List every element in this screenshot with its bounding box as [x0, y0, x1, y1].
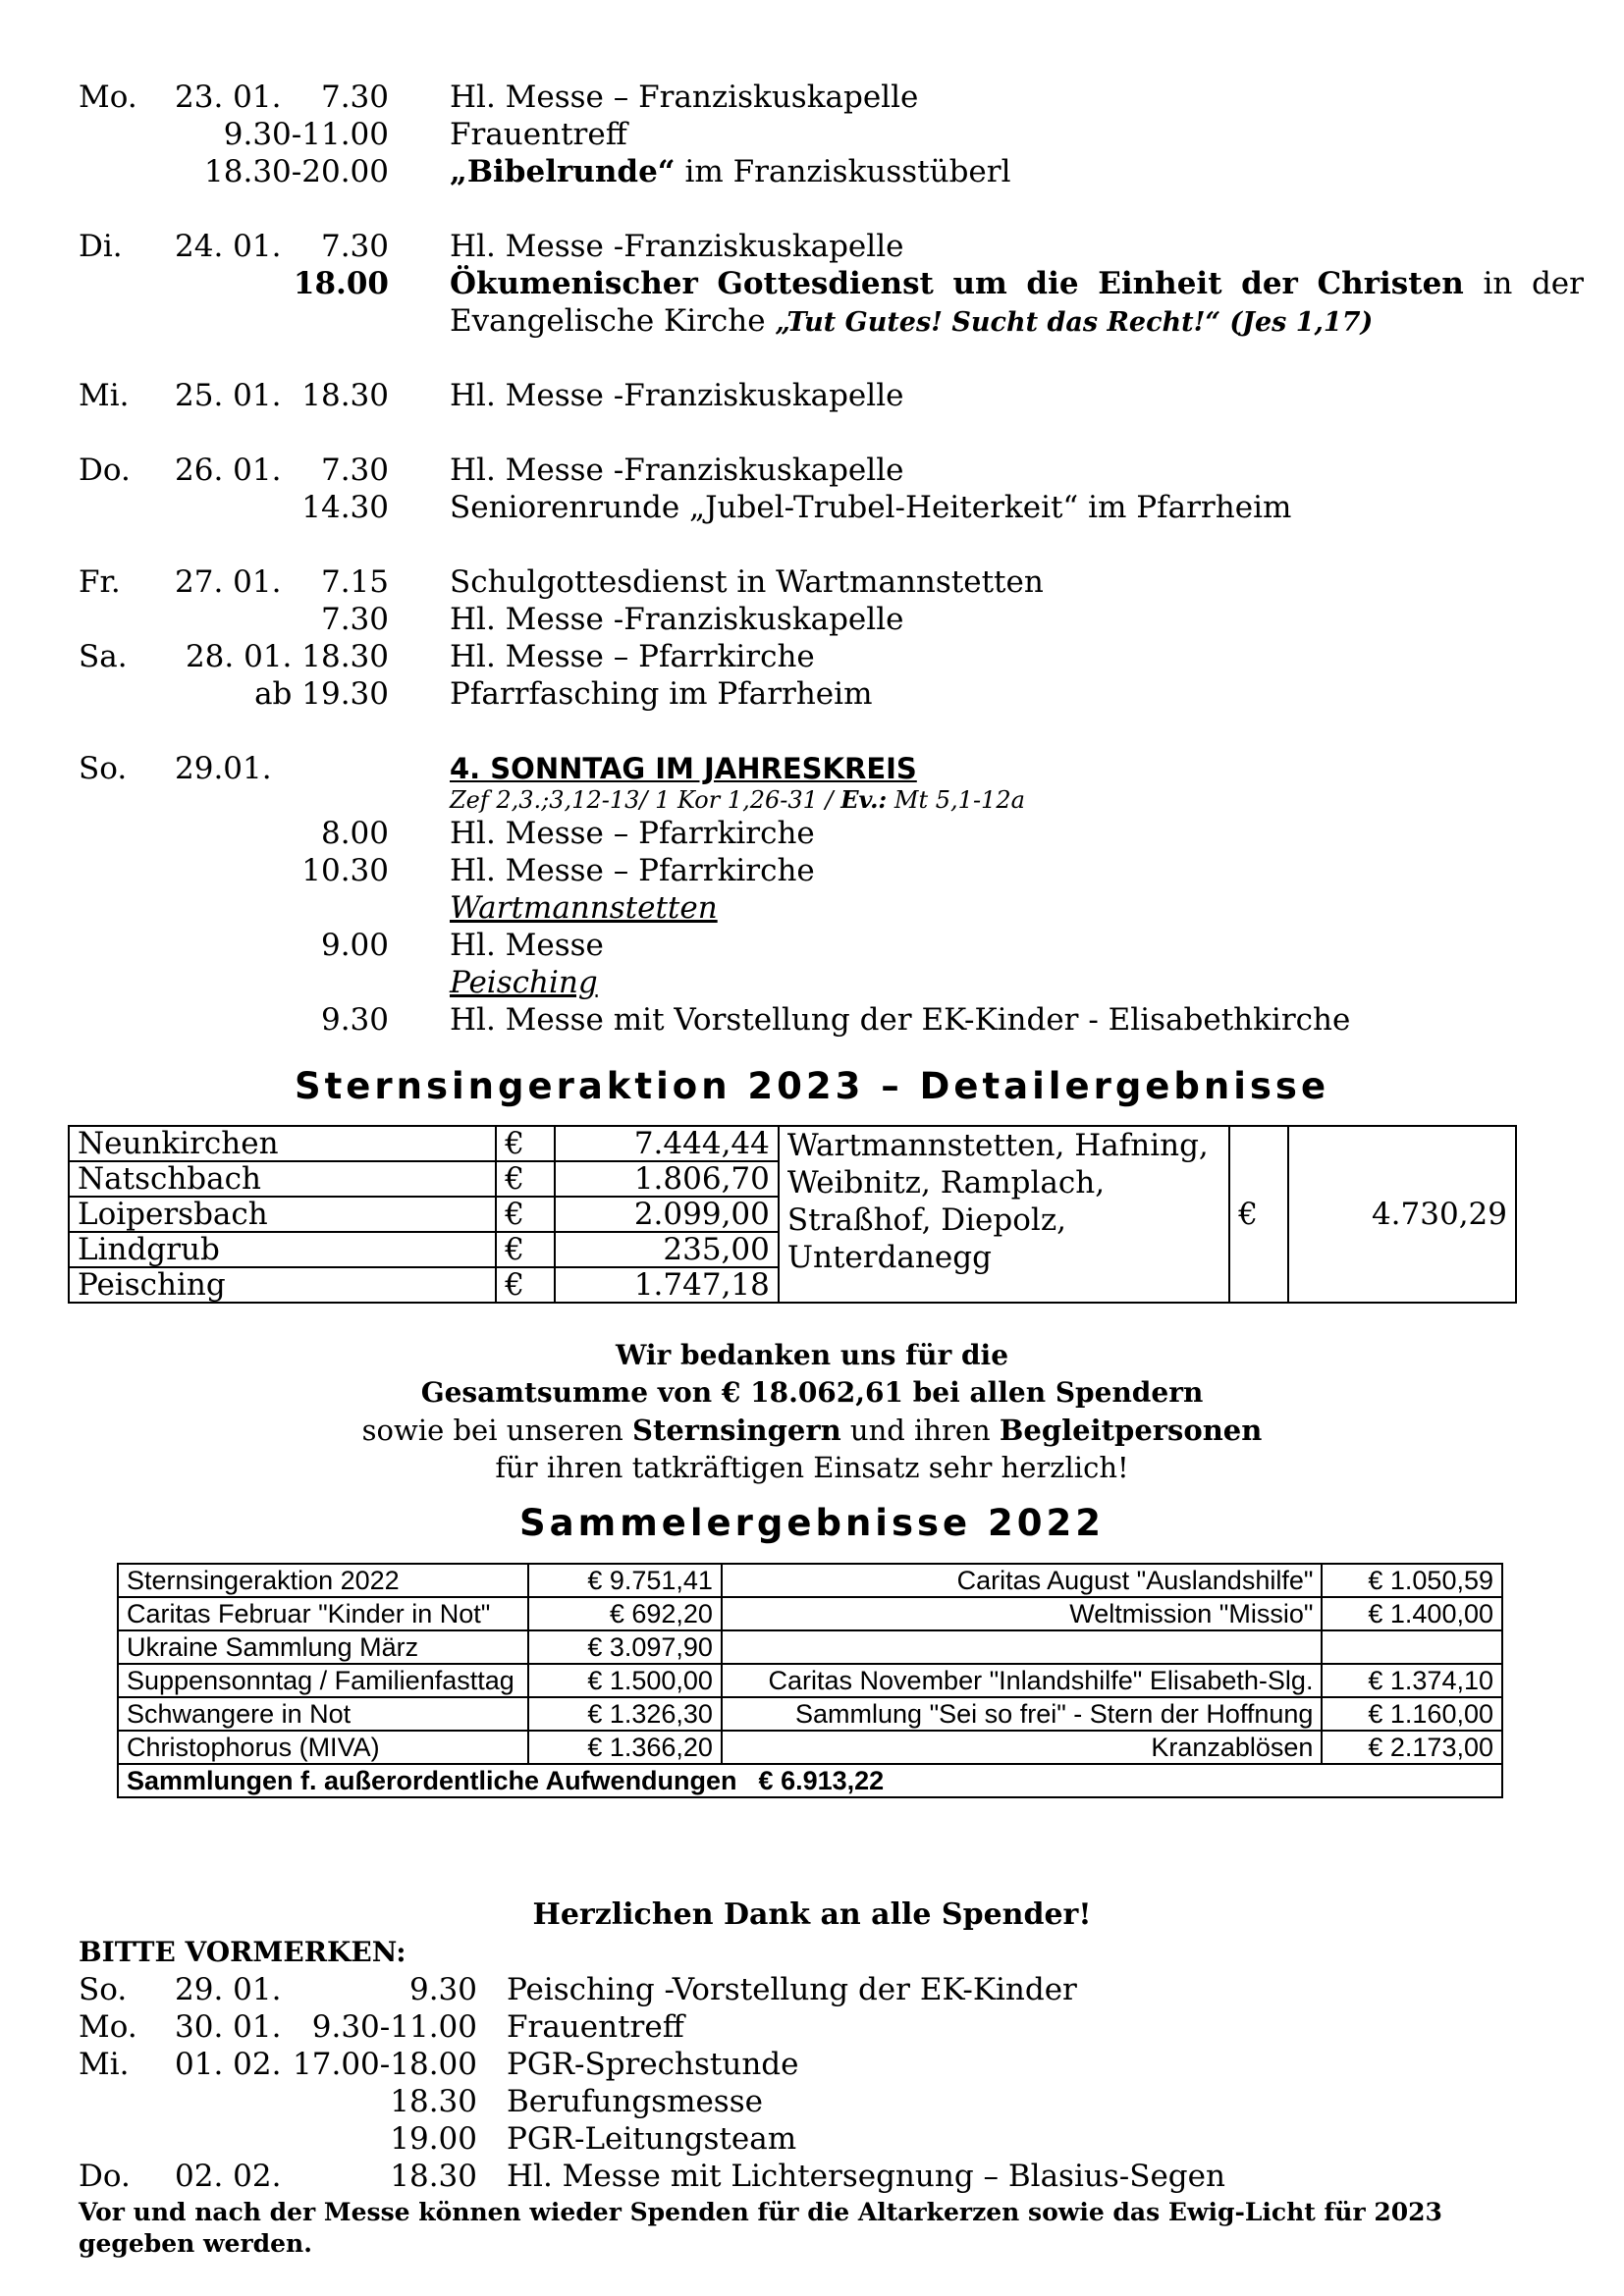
thanks-line: für ihren tatkräftigen Einsatz sehr herzlich! — [495, 1451, 1129, 1484]
date-label: 23. 01. — [175, 80, 282, 115]
time-label: 17.00-18.00 — [293, 2047, 477, 2082]
time-label: 7.30 — [320, 602, 389, 637]
word: Christen — [1317, 266, 1464, 301]
day-label: Di. — [79, 229, 123, 264]
date-label: 02. 02. — [175, 2159, 282, 2194]
section-heading: Sternsingeraktion 2023 – Detailergebnisse — [294, 1065, 1330, 1107]
time-label: 9.30 — [320, 1002, 389, 1038]
table-row — [69, 1126, 1516, 1161]
thanks-text: sowie bei unseren — [361, 1414, 633, 1447]
collection-name: Caritas November "Inlandshilfe" Elisabeth-Slg. — [722, 1664, 1323, 1697]
collection-amount: € 1.374,10 — [1322, 1664, 1502, 1697]
event-text: PGR-Sprechstunde — [507, 2047, 799, 2082]
table-row — [118, 1630, 1502, 1664]
date-label: 24. 01. — [175, 229, 282, 264]
event-text: Pfarrfasching im Pfarrheim — [450, 676, 873, 712]
day-label: Mi. — [79, 2047, 130, 2082]
time-label: 7.30 — [320, 229, 389, 264]
event-rest: im Franziskusstüberl — [675, 154, 1011, 189]
event-text: PGR-Leitungsteam — [507, 2121, 797, 2157]
collection-name — [722, 1630, 1323, 1664]
word: Ökumenischer — [450, 266, 698, 301]
location-heading: Wartmannstetten — [450, 890, 718, 926]
church-name: Evangelische Kirche — [450, 303, 776, 339]
event-bold: „Bibelrunde“ — [450, 154, 676, 189]
date-label: 30. 01. — [175, 2009, 282, 2045]
collection-amount: € 1.366,20 — [528, 1731, 722, 1764]
table-row — [118, 1564, 1502, 1597]
motto: „Tut Gutes! Sucht das Recht!“ (Jes 1,17) — [775, 307, 1374, 338]
day-label: Do. — [79, 453, 131, 488]
reminder-title: BITTE VORMERKEN: — [79, 1936, 406, 1968]
time-label: 7.30 — [320, 80, 389, 115]
event-text: Schulgottesdienst in Wartmannstetten — [450, 564, 1044, 600]
table-row — [118, 1597, 1502, 1630]
event-text — [450, 153, 1011, 190]
day-label: Mi. — [79, 378, 130, 413]
place-cell: Neunkirchen — [69, 1126, 496, 1161]
time-label: 18.30 — [390, 2084, 477, 2119]
currency-cell: € — [496, 1126, 555, 1161]
thanks-bold: Begleitpersonen — [999, 1414, 1263, 1447]
collection-name: Ukraine Sammlung März — [118, 1630, 528, 1664]
group-line: Wartmannstetten, Hafning, — [786, 1128, 1209, 1163]
collection-amount — [1322, 1630, 1502, 1664]
collection-name: Weltmission "Missio" — [722, 1597, 1323, 1630]
amount-cell: 2.099,00 — [555, 1197, 779, 1232]
donors-thanks: Herzlichen Dank an alle Spender! — [532, 1897, 1092, 1932]
collection-amount: € 1.160,00 — [1322, 1697, 1502, 1731]
day-label: Mo. — [79, 80, 137, 115]
day-label: So. — [79, 751, 128, 786]
event-text: Hl. Messe -Franziskuskapelle — [450, 453, 904, 488]
event-text: Peisching -Vorstellung der EK-Kinder — [507, 1972, 1077, 2007]
event-text: Hl. Messe – Pfarrkirche — [450, 639, 815, 674]
date-label: 27. 01. — [175, 564, 282, 600]
event-text: Hl. Messe — [450, 928, 604, 963]
group-places-cell — [779, 1126, 1229, 1303]
event-text: Hl. Messe -Franziskuskapelle — [450, 229, 904, 264]
readings-ev-label: Ev.: — [840, 785, 888, 814]
currency-cell: € — [496, 1267, 555, 1303]
time-label: 19.00 — [390, 2121, 477, 2157]
time-label: 18.30-20.00 — [204, 154, 389, 189]
time-label: 9.30-11.00 — [311, 2009, 477, 2045]
group-line: Weibnitz, Ramplach, — [786, 1165, 1106, 1201]
collection-name: Caritas Februar "Kinder in Not" — [118, 1597, 528, 1630]
readings-gospel: Mt 5,1-12a — [887, 786, 1025, 814]
sternsinger-table — [68, 1125, 1517, 1304]
collection-amount: € 1.050,59 — [1322, 1564, 1502, 1597]
table-row — [118, 1764, 1502, 1797]
date-label: 29. 01. — [175, 1972, 282, 2007]
place-cell: Natschbach — [69, 1161, 496, 1197]
amount-cell: 1.747,18 — [555, 1267, 779, 1303]
amount-cell: 7.444,44 — [555, 1126, 779, 1161]
day-label: Fr. — [79, 564, 121, 600]
thanks-line: Wir bedanken uns für die — [615, 1339, 1009, 1371]
event-text: Hl. Messe mit Lichtersegnung – Blasius-Segen — [507, 2159, 1225, 2194]
collection-name: Caritas August "Auslandshilfe" — [722, 1564, 1323, 1597]
currency-cell: € — [496, 1161, 555, 1197]
event-text: Hl. Messe -Franziskuskapelle — [450, 602, 904, 637]
event-text — [450, 302, 1373, 342]
time-label: 18.30 — [390, 2159, 477, 2194]
currency-cell: € — [496, 1197, 555, 1232]
collection-amount: € 3.097,90 — [528, 1630, 722, 1664]
collection-name: Schwangere in Not — [118, 1697, 528, 1731]
time-label: 7.30 — [320, 453, 389, 488]
time-label: 9.00 — [320, 928, 389, 963]
place-cell: Peisching — [69, 1267, 496, 1303]
collection-name: Sammlung "Sei so frei" - Stern der Hoffnung — [722, 1697, 1323, 1731]
event-text: Hl. Messe -Franziskuskapelle — [450, 378, 904, 413]
thanks-bold: Sternsingern — [632, 1414, 841, 1447]
date-label: 29.01. — [175, 751, 272, 786]
day-label: Do. — [79, 2159, 131, 2194]
amount-cell: 4.730,29 — [1288, 1126, 1516, 1303]
time-label: 9.30 — [408, 1972, 477, 2007]
time-label: 8.00 — [320, 816, 389, 851]
amount-cell: 1.806,70 — [555, 1161, 779, 1197]
collection-amount: € 1.326,30 — [528, 1697, 722, 1731]
date-label: 26. 01. — [175, 453, 282, 488]
special-label: Sammlungen f. außerordentliche Aufwendungen — [127, 1766, 737, 1795]
day-label: So. — [79, 1972, 128, 2007]
readings-text: Zef 2,3.;3,12-13/ 1 Kor 1,26-31 / — [450, 786, 841, 814]
section-heading: Sammelergebnisse 2022 — [519, 1502, 1105, 1544]
word: in — [1483, 266, 1513, 301]
collection-amount: € 1.400,00 — [1322, 1597, 1502, 1630]
place-cell: Loipersbach — [69, 1197, 496, 1232]
collection-amount: € 2.173,00 — [1322, 1731, 1502, 1764]
word: der — [1531, 266, 1584, 301]
reminder-note: Vor und nach der Messe können wieder Spenden für die Altarkerzen sowie das Ewig-Licht für 2023 gegeben werden. — [79, 2198, 1442, 2258]
amount-cell: 235,00 — [555, 1232, 779, 1267]
currency-cell: € — [1229, 1126, 1288, 1303]
special-collections-cell — [118, 1764, 1502, 1797]
time-label: 14.30 — [301, 490, 389, 525]
table-row — [118, 1697, 1502, 1731]
day-label: Mo. — [79, 2009, 137, 2045]
group-line: Straßhof, Diepolz, — [786, 1202, 1067, 1238]
table-row — [118, 1664, 1502, 1697]
collection-amount: € 9.751,41 — [528, 1564, 722, 1597]
collection-name: Kranzablösen — [722, 1731, 1323, 1764]
group-line: Unterdanegg — [786, 1240, 992, 1275]
event-text: Frauentreff — [450, 117, 627, 152]
word: die — [1026, 266, 1079, 301]
place-cell: Lindgrub — [69, 1232, 496, 1267]
time-label: 7.15 — [320, 564, 389, 600]
special-amount: € 6.913,22 — [758, 1766, 885, 1795]
thanks-line: Gesamtsumme von € 18.062,61 bei allen Spendern — [420, 1376, 1204, 1409]
collection-name: Sternsingeraktion 2022 — [118, 1564, 528, 1597]
location-heading: Peisching — [450, 965, 598, 1000]
date-label: 25. 01. — [175, 378, 282, 413]
collection-name: Christophorus (MIVA) — [118, 1731, 528, 1764]
time-label: 18.30 — [301, 378, 389, 413]
ecumenical-service-line — [450, 265, 1584, 302]
date-time-label: 28. 01. 18.30 — [185, 639, 389, 674]
event-text: Hl. Messe – Pfarrkirche — [450, 816, 815, 851]
time-label: 9.30-11.00 — [223, 117, 389, 152]
collection-amount: € 692,20 — [528, 1597, 722, 1630]
collection-amount: € 1.500,00 — [528, 1664, 722, 1697]
word: Einheit — [1098, 266, 1222, 301]
event-text: Hl. Messe – Pfarrkirche — [450, 853, 815, 888]
word: Gottesdienst — [717, 266, 934, 301]
time-label: 10.30 — [301, 853, 389, 888]
currency-cell: € — [496, 1232, 555, 1267]
time-label-bold: 18.00 — [293, 266, 389, 301]
sunday-title: 4. SONNTAG IM JAHRESKREIS — [450, 752, 917, 785]
event-text: Seniorenrunde „Jubel-Trubel-Heiterkeit“ im Pfarrheim — [450, 490, 1292, 525]
event-text: Hl. Messe – Franziskuskapelle — [450, 80, 919, 115]
event-text: Frauentreff — [507, 2009, 684, 2045]
event-text: Hl. Messe mit Vorstellung der EK-Kinder - Elisabethkirche — [450, 1002, 1351, 1038]
word: der — [1241, 266, 1298, 301]
collection-name: Suppensonntag / Familienfasttag — [118, 1664, 528, 1697]
day-label: Sa. — [79, 639, 128, 674]
event-text: Berufungsmesse — [507, 2084, 763, 2119]
thanks-text: und ihren — [840, 1414, 1000, 1447]
thanks-line — [0, 1412, 1624, 1449]
date-label: 01. 02. — [175, 2047, 282, 2082]
table-row — [118, 1731, 1502, 1764]
word: um — [952, 266, 1007, 301]
time-label: ab 19.30 — [254, 676, 389, 712]
collections-table — [117, 1563, 1503, 1798]
readings — [450, 785, 1025, 815]
